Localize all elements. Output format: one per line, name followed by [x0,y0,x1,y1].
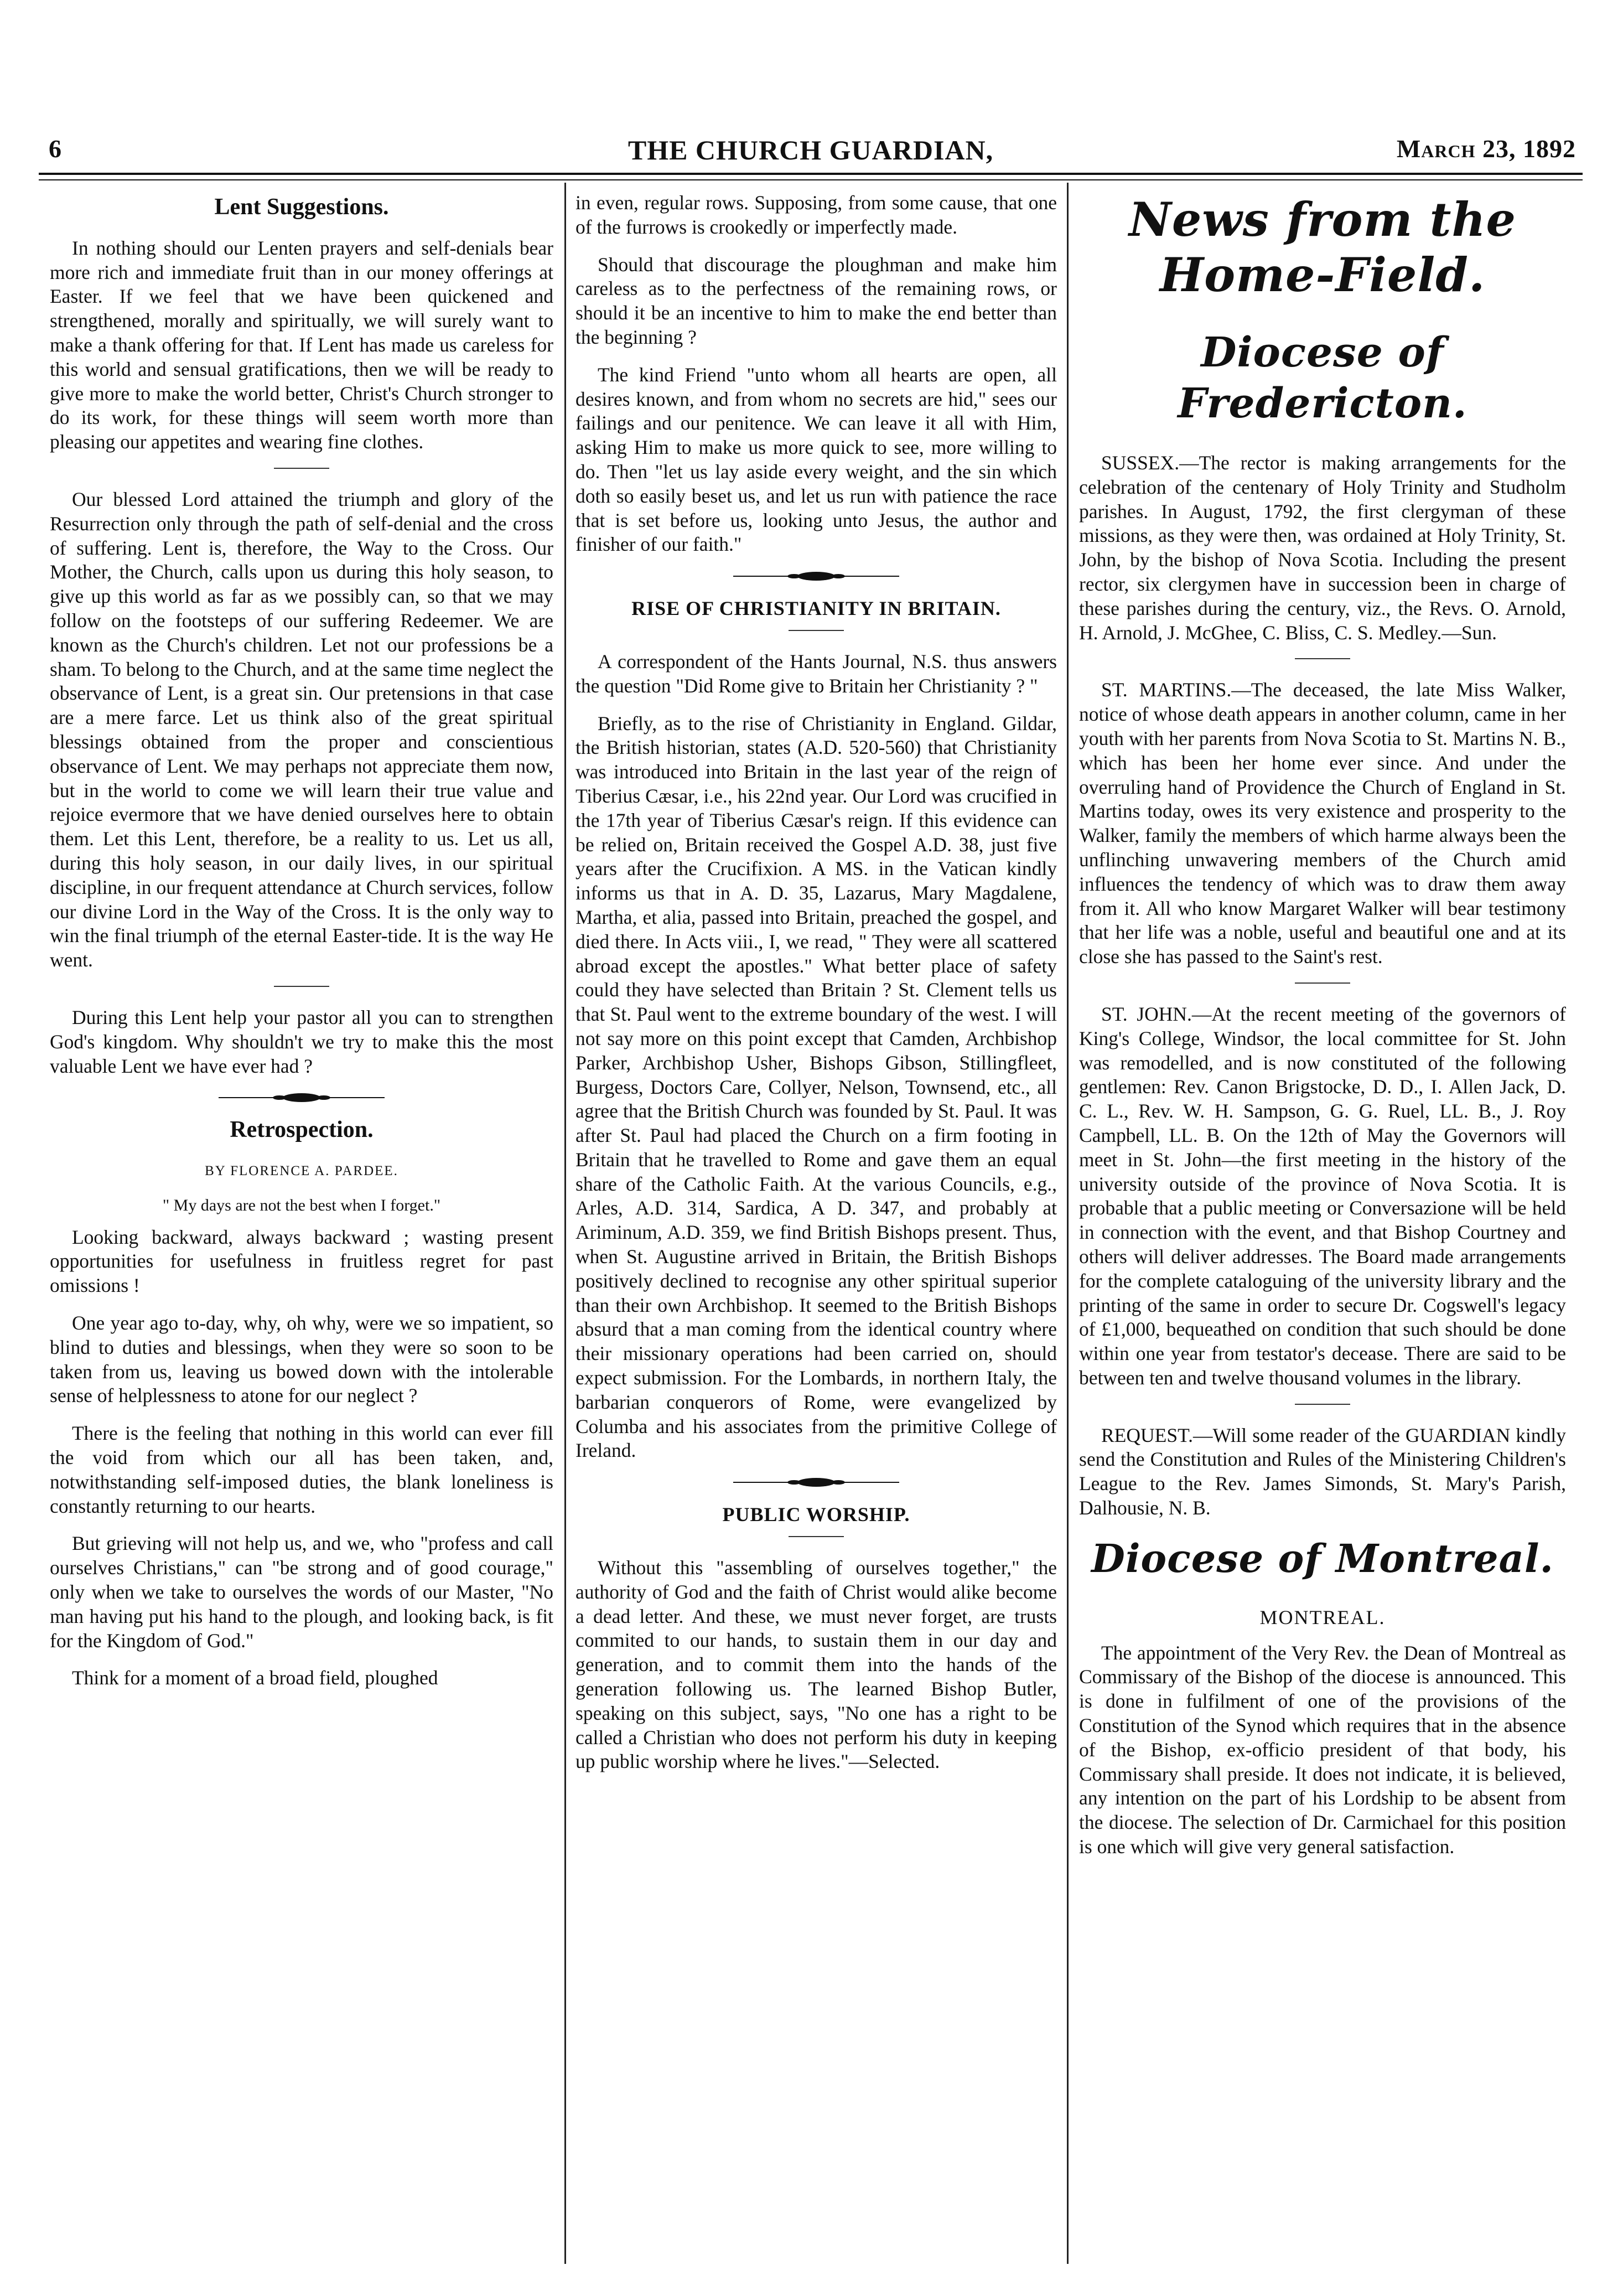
retrospection-title: Retrospection. [230,1117,374,1143]
column-1 [50,191,553,2272]
article-paragraph: in even, regular rows. Supposing, from some cause, that one of the furrows is crookedly or imperfectly made. [575,192,1057,238]
column-divider-1 [564,183,566,2264]
issue-date: March 23, 1892 [1396,135,1576,163]
fredericton-title: Diocese of Fredericton. [1178,329,1468,427]
article-paragraph: One year ago to-day, why, oh why, were we so impatient, so blind to duties and blessings, when they were so soon to be taken from us, leaving us bowed down with the intolerable sense of helplessness to atone for our neglect ? [50,1312,553,1407]
article-paragraph: Our blessed Lord attained the triumph and glory of the Resurrection only through the path of self-denial and the cross of suffering. Lent is, therefore, the Way to the Cross. Our Mother, the Church, calls upon us during this holy season, to give up this world as far as we possibly can, so that we may follow on the footsteps of our suffering Redeemer. We are known as the Church's children. Let not our professions be a sham. To belong to the Church, and at the same time neglect the observance of Lent, is a great sin. Our pretensions in that case are a mere farce. Let us think also of the great spiritual blessings obtained from the proper and conscientious observance of Lent. We may perhaps not appreciate them now, but in the world to come we will learn their true value and rejoice evermore that we have denied ourselves here to obtain them. Let this Lent, therefore, be a reality to us. Let us all, during this holy season, in our daily lives, in our spiritual discipline, in our frequent attendance at Church services, follow our divine Lord in the Way of the Cross. It is the only way to win the final triumph of the eternal Easter-tide. It is the way He went. [50,488,553,971]
masthead-rule-thin [39,179,1583,180]
ornament-rule-icon [733,1476,899,1488]
news-item-st-martins: ST. MARTINS.—The deceased, the late Miss Walker, notice of whose death appears in another column, came in her youth with her parents from Nova Scotia to St. Martins N. B., which has been her home ever since. And under the overruling hand of Providence the Church of England in St. Martins today, owes its very existence and prosperity to the Walker, family the members of which harme always been the unflinching unwavering members of the Church amid influences the tendency of which was to draw them away from it. All who know Margaret Walker will bear testimony that her life was a noble, useful and beautiful one and at its close she has passed to the Saint's rest. [1079,679,1566,968]
section-divider [274,468,329,469]
column-3 [1079,191,1566,2272]
retrospection-epigraph: " My days are not the best when I forget." [162,1196,441,1214]
paper-title: THE CHURCH GUARDIAN, [628,135,994,166]
montreal-subhead: MONTREAL. [1259,1606,1386,1628]
article-paragraph: There is the feeling that nothing in this world can ever fill the void from which our all has been taken, and, notwithstanding self-imposed duties, the blank loneliness is constantly returning to our hearts. [50,1422,553,1517]
news-item-sussex: SUSSEX.—The rector is making arrangements for the celebration of the centenary of Holy Trinity and Studholm parishes. In August, 1792, the first clergyman of these missions, as they were then, was ordained at Holy Trinity, St. John, by the bishop of Nova Scotia. Including the present rector, six clergymen have in succession been in charge of these parishes during the century, viz., the Revs. O. Arnold, H. Arnold, J. McGhee, C. Bliss, C. S. Medley.—Sun. [1079,452,1566,644]
article-paragraph: The kind Friend "unto whom all hearts are open, all desires known, and from whom no secrets are hid," sees our failings and our penitence. We can leave it all with Him, asking Him to make us more quick to see, more willing to do. Then "let us lay aside every weight, and the sin which doth so easily beset us, and let us run with patience the race that is set before us, looking unto Jesus, the author and finisher of our faith." [575,363,1057,556]
public-worship-title: PUBLIC WORSHIP. [722,1503,910,1526]
lent-suggestions-title: Lent Suggestions. [214,194,389,220]
section-divider [1295,982,1350,984]
article-paragraph: Looking backward, always backward ; wasting present opportunities for usefulness in fruitless regret for past omissions ! [50,1225,553,1297]
article-paragraph: Should that discourage the ploughman and make him careless as to the perfectness of the remaining rows, or should it be an incentive to him to make the end better than the beginning ? [575,253,1057,348]
article-paragraph: Without this "assembling of ourselves together," the authority of God and the faith of Christ would alike become a dead letter. And these, we must never forget, are trusts commited to our hands, to sustain them in our day and generation, and to commit them into the hands of the generation following us. The learned Bishop Butler, speaking on this subject, says, "No one has a right to be called a Christian who does not perform his duty in keeping up public worship where he lives."—Selected. [575,1556,1057,1773]
rise-of-christianity-title: RISE OF CHRISTIANITY IN BRITAIN. [631,597,1001,620]
article-paragraph: A correspondent of the Hants Journal, N.S. thus answers the question "Did Rome give to Britain her Christianity ? " [575,650,1057,697]
article-paragraph: Briefly, as to the rise of Christianity in England. Gildar, the British historian, states (A.D. 520-560) that Christianity was introduced into Britain in the last year of the reign of Tiberius Cæsar, i.e., his 22nd year. Our Lord was crucified in the 17th year of Tiberius Cæsar's reign. If this evidence can be relied on, Britain received the Gospel A.D. 38, just five years after the Crucifixion. A MS. in the Vatican kindly informs us that in A. D. 35, Lazarus, Mary Magdalene, Martha, et alia, passed into Britain, preached the gospel, and died there. In Acts viii., I, we read, " They were all scattered abroad except the apostles." What better place of safety could they have selected than Britain ? St. Clement tells us that St. Paul went to the extreme boundary of the west. I will not say more on this point except that Camden, Archbishop Parker, Archbishop Usher, Bishops Gibson, Stillingfleet, Burgess, Doctors Care, Collyer, Nelson, Townsend, etc., all agree that the British Church was founded by St. Paul. It was after St. Paul had placed the Church on a firm footing in Britain that he travelled to Rome and gave them an equal share of the Catholic Faith. At the various Councils, e.g., Arles, A.D. 314, Sardica, A D. 347, and probably at Ariminum, A.D. 359, we find British Bishops present. Thus, when St. Augustine arrived in Britain, the British Bishops positively declined to recognise any other spiritual superior than their own Archbishop. It seemed to the British Bishops absurd that a man coming from the identical country where their missionary operations had been carried on, should expect submission. For the Lombards, in northern Italy, the barbarian conquerors of Rome, were evangelized by Columba and his associates from the primitive College of Ireland. [575,712,1057,1462]
masthead [39,132,1583,170]
masthead-rule-thick [39,173,1583,175]
page-number: 6 [49,135,62,163]
section-divider [274,986,329,987]
section-divider [789,1536,844,1537]
section-divider [1295,658,1350,659]
article-paragraph: In nothing should our Lenten prayers and self-denials bear more rich and immediate fruit than in our money offerings at Easter. If we feel that we have been quickened and strengthened, morally and spiritually, we will surely want to make a thank offering for that. If Lent has made us careless for this world and sensual gratifications, then we will be ready to give more to make the world better, Christ's Church stronger to do its work, for these things will seem worth more than pleasing our appetites and wearing fine clothes. [50,236,553,453]
montreal-diocese-title: Diocese of Montreal. [1091,1535,1554,1581]
column-2 [575,191,1057,2272]
retrospection-byline: BY FLORENCE A. PARDEE. [205,1163,398,1179]
article-paragraph: Think for a moment of a broad field, ploughed [72,1667,438,1689]
ornament-rule-icon [733,570,899,582]
section-divider [1295,1404,1350,1405]
column-divider-2 [1067,183,1069,2264]
article-paragraph: During this Lent help your pastor all you can to strengthen God's kingdom. Why shouldn't we try to make this the most valuable Lent we have ever had ? [50,1006,553,1077]
news-item-st-john: ST. JOHN.—At the recent meeting of the governors of King's College, Windsor, the local committee for St. John was remodelled, and is now constituted of the following gentlemen: Rev. Canon Brigstocke, D. D., I. Allen Jack, D. C. L., Rev. W. H. Sampson, G. G. Ruel, LL. B., J. Roy Campbell, LL. B. On the 12th of May the Governors will meet in St. John—the first meeting in the history of the university outside of the province of Nova Scotia. It is probable that a public meeting or Conversazione will be held in connection with the event, and that Bishop Courtney and others will deliver addresses. The Board made arrangements for the complete cataloguing of the university library and the printing of the same in order to secure Dr. Cogswell's legacy of £1,000, bequeathed on condition that such should be done within one year from testator's decease. There are said to be between ten and twelve thousand volumes in the library. [1079,1002,1566,1389]
ornament-rule-icon [219,1092,385,1104]
news-item-montreal: The appointment of the Very Rev. the Dean of Montreal as Commissary of the Bishop of the diocese is announced. This is done in fulfilment of one of the provisions of the Constitution of the Synod which requires that in the absence of the Bishop, ex-officio president of that body, his Commissary shall preside. It does not indicate, it is believed, any intention on the part of his Lordship to be absent from the diocese. The selection of Dr. Carmichael for this position is one which will give very general satisfaction. [1079,1641,1566,1858]
section-divider [789,630,844,631]
article-paragraph: But grieving will not help us, and we, who "profess and call ourselves Christians," can "be strong and of good courage," only when we take to ourselves the words of our Master, "No man having put his hand to the plough, and looking back, is fit for the Kingdom of God." [50,1532,553,1652]
news-item-request: REQUEST.—Will some reader of the GUARDIAN kindly send the Constitution and Rules of the Ministering Children's League to the Rev. James Simonds, St. Mary's Parish, Dalhousie, N. B. [1079,1424,1566,1519]
home-field-title: News from the Home-Field. [1129,192,1516,302]
